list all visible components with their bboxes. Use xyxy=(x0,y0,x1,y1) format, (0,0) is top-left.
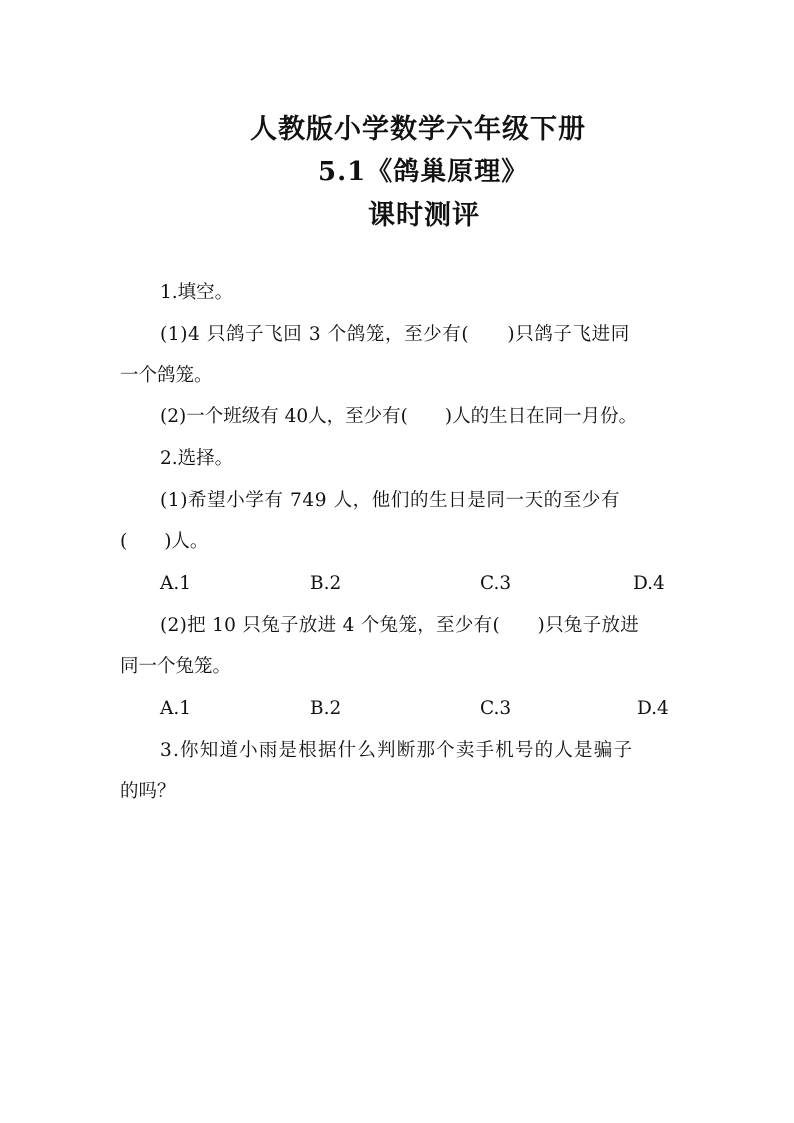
q2-part1-option-a: A.1 xyxy=(160,573,192,594)
q1-part1-line1: (1)4 只鸽子飞回 3 个鸽笼，至少有( )只鸽子飞进同 xyxy=(160,324,630,345)
q2-heading: 2.选择。 xyxy=(160,448,234,469)
q2-part1-option-b: B.2 xyxy=(310,573,342,594)
q2-part2-option-c: C.3 xyxy=(480,698,512,719)
q2-part2-option-d: D.4 xyxy=(637,698,669,719)
q2-part2-line2: 同一个兔笼。 xyxy=(120,656,232,677)
title-line-1: 人教版小学数学六年级下册 xyxy=(250,114,586,145)
q3-line1: 3.你知道小雨是根据什么判断那个卖手机号的人是骗子 xyxy=(160,740,634,761)
title-line-2: 5.1《鸽巢原理》 xyxy=(318,157,529,187)
q1-heading: 1.填空。 xyxy=(160,282,234,303)
q2-part2-option-b: B.2 xyxy=(310,698,342,719)
q2-part1-line1: (1)希望小学有 749 人，他们的生日是同一天的至少有 xyxy=(160,490,621,511)
q1-part2-line1: (2)一个班级有 40人，至少有( )人的生日在同一月份。 xyxy=(160,406,638,427)
q2-part1-option-c: C.3 xyxy=(480,573,512,594)
q2-part1-option-d: D.4 xyxy=(633,573,665,594)
q2-part1-line2: ( )人。 xyxy=(120,531,209,552)
q1-part1-line2: 一个鸽笼。 xyxy=(120,365,213,386)
q2-part2-option-a: A.1 xyxy=(160,698,192,719)
q2-part2-line1: (2)把 10 只兔子放进 4 个兔笼，至少有( )只兔子放进 xyxy=(160,615,640,636)
q3-line2: 的吗？ xyxy=(120,781,176,802)
title-line-3: 课时测评 xyxy=(368,200,480,231)
